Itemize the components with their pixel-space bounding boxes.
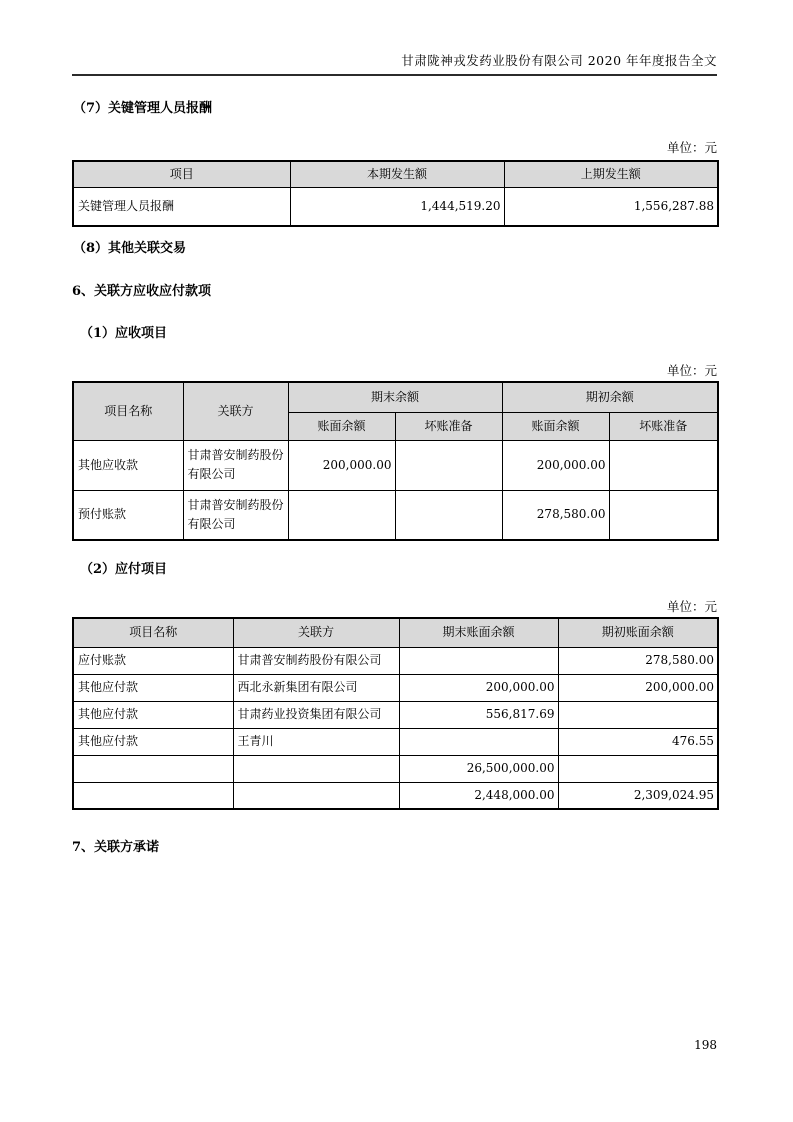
table-header-row	[73, 161, 718, 187]
heading-key-management-compensation: （7）关键管理人员报酬	[73, 101, 213, 116]
table-row	[73, 187, 718, 226]
table-cell: 应付账款	[73, 647, 233, 674]
page-number: 198	[694, 1038, 717, 1052]
column-header: 坏账准备	[395, 412, 502, 440]
running-header	[72, 0, 717, 76]
heading-receivable-items: （1）应收项目	[80, 326, 168, 341]
unit-label: 单位：元	[666, 140, 717, 155]
table-cell	[609, 490, 718, 540]
table-cell: 其他应付款	[73, 728, 233, 755]
column-header: 期末账面余额	[399, 618, 558, 647]
table-cell: 1,556,287.88	[504, 187, 718, 226]
heading-related-party-balances: 6、关联方应收应付款项	[72, 284, 212, 299]
table-cell: 其他应付款	[73, 674, 233, 701]
table-cell: 200,000.00	[558, 674, 718, 701]
column-header: 项目名称	[73, 618, 233, 647]
column-header: 期初账面余额	[558, 618, 718, 647]
heading-other-related-transactions: （8）其他关联交易	[73, 241, 187, 256]
table-cell: 甘肃普安制药股份有限公司	[183, 490, 288, 540]
payables-table	[72, 617, 719, 810]
table-cell: 26,500,000.00	[399, 755, 558, 782]
column-header: 账面余额	[288, 412, 395, 440]
table-cell: 预付账款	[73, 490, 183, 540]
table-row	[73, 782, 718, 809]
table-cell	[233, 755, 399, 782]
column-header: 期初余额	[502, 382, 718, 412]
table-row	[73, 674, 718, 701]
table-cell	[288, 490, 395, 540]
table-cell	[558, 701, 718, 728]
heading-payable-items: （2）应付项目	[80, 562, 168, 577]
page-content	[72, 0, 717, 856]
table-row	[73, 755, 718, 782]
unit-label: 单位：元	[666, 363, 717, 378]
table-cell: 278,580.00	[558, 647, 718, 674]
table-cell: 西北永新集团有限公司	[233, 674, 399, 701]
table-row	[73, 490, 718, 540]
table-row	[73, 440, 718, 490]
table-cell	[73, 755, 233, 782]
table-cell: 2,448,000.00	[399, 782, 558, 809]
table-cell: 200,000.00	[502, 440, 609, 490]
table-cell: 278,580.00	[502, 490, 609, 540]
table-cell: 其他应付款	[73, 701, 233, 728]
heading-related-party-commitments: 7、关联方承诺	[72, 840, 160, 855]
key-management-compensation-table	[72, 160, 719, 227]
table-cell: 其他应收款	[73, 440, 183, 490]
table-row	[73, 647, 718, 674]
table-cell: 甘肃普安制药股份有限公司	[183, 440, 288, 490]
table-cell: 2,309,024.95	[558, 782, 718, 809]
table-cell: 200,000.00	[288, 440, 395, 490]
table-cell: 1,444,519.20	[290, 187, 504, 226]
table-row	[73, 728, 718, 755]
table-cell	[609, 440, 718, 490]
column-header: 关联方	[183, 382, 288, 440]
column-header: 期末余额	[288, 382, 502, 412]
table-row	[73, 701, 718, 728]
table-cell	[395, 490, 502, 540]
table-cell: 王青川	[233, 728, 399, 755]
column-header: 关联方	[233, 618, 399, 647]
table-header-row	[73, 382, 718, 412]
column-header: 项目名称	[73, 382, 183, 440]
column-header: 账面余额	[502, 412, 609, 440]
column-header: 上期发生额	[504, 161, 718, 187]
table-cell: 甘肃药业投资集团有限公司	[233, 701, 399, 728]
table-cell	[233, 782, 399, 809]
table-cell: 关键管理人员报酬	[73, 187, 290, 226]
column-header: 坏账准备	[609, 412, 718, 440]
table-header-row	[73, 618, 718, 647]
column-header: 本期发生额	[290, 161, 504, 187]
table-cell: 甘肃普安制药股份有限公司	[233, 647, 399, 674]
table-cell: 200,000.00	[399, 674, 558, 701]
table-cell	[399, 728, 558, 755]
table-cell: 476.55	[558, 728, 718, 755]
table-cell: 556,817.69	[399, 701, 558, 728]
column-header: 项目	[73, 161, 290, 187]
table-cell	[558, 755, 718, 782]
table-cell	[73, 782, 233, 809]
table-cell	[399, 647, 558, 674]
table-cell	[395, 440, 502, 490]
unit-label: 单位：元	[666, 599, 717, 614]
report-title: 甘肃陇神戎发药业股份有限公司 2020 年年度报告全文	[401, 53, 717, 68]
receivables-table	[72, 381, 719, 541]
